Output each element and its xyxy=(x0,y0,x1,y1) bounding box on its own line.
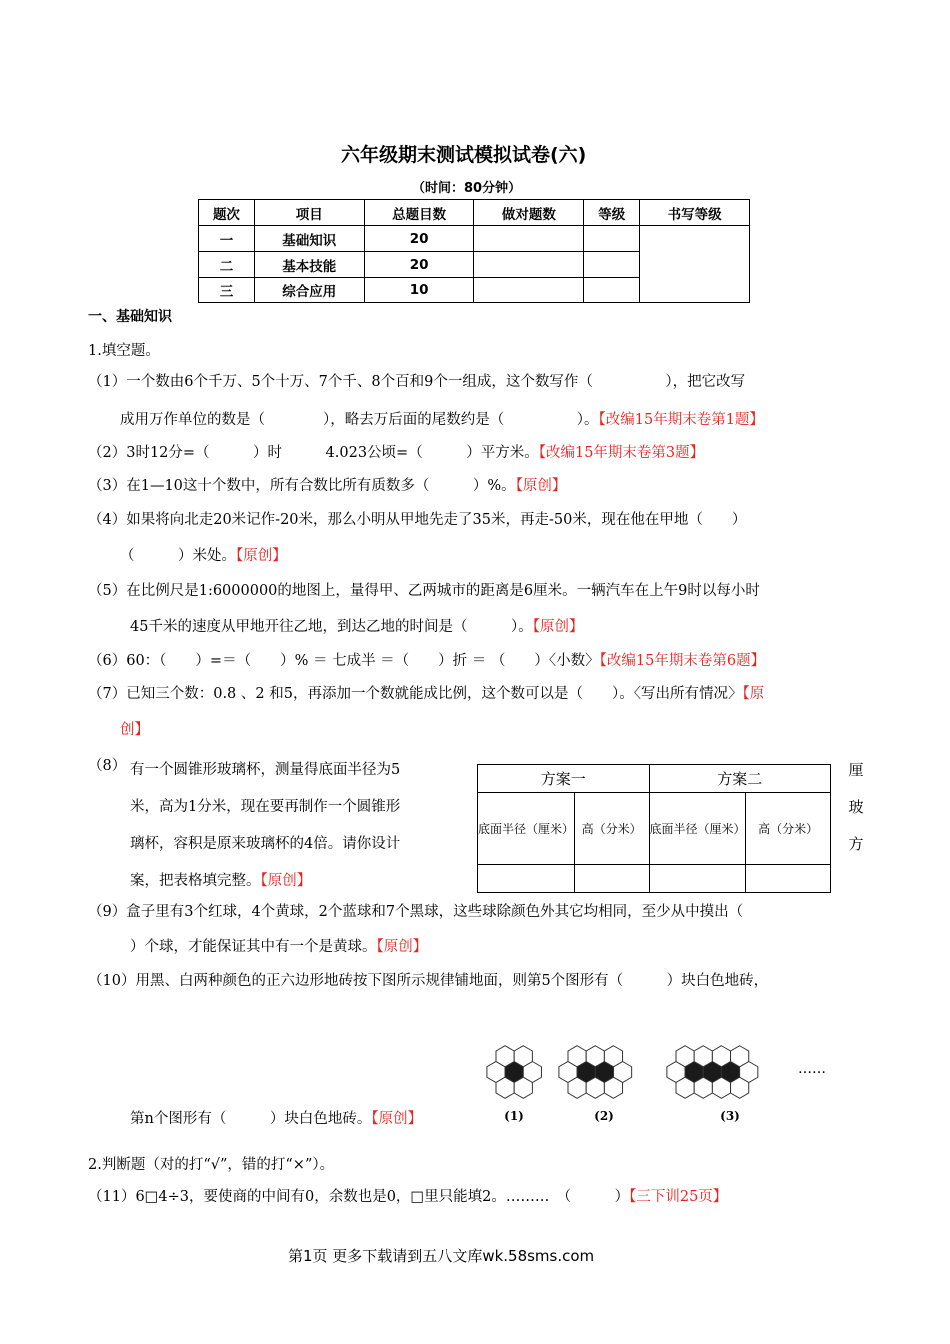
empty-cell xyxy=(474,252,584,278)
question-line xyxy=(130,863,446,900)
height-header: 高（分米） xyxy=(746,793,831,865)
question-text: （3）在1—10这十个数中，所有合数比所有质数多（ ）%。 xyxy=(88,478,516,494)
question-line: （4）如果将向北走20米记作-20米，那么小明从甲地先走了35米，再走-50米，现在他在甲地（ ） xyxy=(88,512,747,528)
answer-cell[interactable] xyxy=(478,865,575,893)
white-tile xyxy=(731,1046,749,1067)
question-line xyxy=(88,651,765,671)
cell: 20 xyxy=(364,252,474,278)
question-number: （8） xyxy=(88,758,127,774)
header-cell: 总题目数 xyxy=(364,200,474,226)
question-line xyxy=(130,617,583,637)
white-tile xyxy=(586,1077,604,1098)
white-tile xyxy=(676,1077,694,1098)
height-header: 高（分米） xyxy=(574,793,649,865)
figure-label: (3) xyxy=(720,1109,740,1123)
plan-header: 方案二 xyxy=(649,765,831,793)
white-tile xyxy=(694,1046,712,1067)
answer-cell[interactable] xyxy=(574,865,649,893)
score-table xyxy=(198,199,750,303)
plan-header: 方案一 xyxy=(478,765,650,793)
cell: 基本技能 xyxy=(254,252,364,278)
white-tile xyxy=(586,1046,604,1067)
source-tag: 【原创】 xyxy=(376,939,428,955)
time-note: （时间：80分钟） xyxy=(412,181,522,196)
question-line xyxy=(130,1109,422,1129)
question-line xyxy=(120,546,287,566)
question-line: （9）盒子里有3个红球，4个黄球，2个蓝球和7个黑球，这些球除颜色外其它均相同，至少从中摸出（ xyxy=(88,904,744,920)
question-line: 米，高为1分米，现在要再制作一个圆锥形 xyxy=(130,799,401,815)
white-tile xyxy=(731,1077,749,1098)
hexagon-figures xyxy=(480,1040,840,1125)
question-title: 2.判断题（对的打“√”，错的打“×”）。 xyxy=(88,1157,335,1173)
empty-cell xyxy=(474,226,584,252)
cell: 一 xyxy=(199,226,255,252)
white-tile xyxy=(514,1046,532,1067)
white-tile xyxy=(712,1077,730,1098)
question-text: （2）3时12分=（ ）时 4.023公顷=（ ）平方米。 xyxy=(88,445,539,461)
question-line: （5）在比例尺是1:6000000的地图上，量得甲、乙两城市的距离是6厘米。一辆汽车在上午9时以每小时 xyxy=(88,583,760,599)
source-tag: 【改编15年期末卷第1题】 xyxy=(598,412,764,428)
source-tag: 【原创】 xyxy=(371,1111,423,1127)
header-cell: 题次 xyxy=(199,200,255,226)
white-tile xyxy=(694,1077,712,1098)
white-tile xyxy=(604,1046,622,1067)
white-tile xyxy=(676,1046,694,1067)
empty-cell xyxy=(584,252,640,278)
white-tile xyxy=(496,1077,514,1098)
white-tile xyxy=(568,1077,586,1098)
question-line: （1）一个数由6个千万、5个十万、7个千、8个百和9个一组成，这个数写作（ ），把它改写 xyxy=(88,374,746,390)
question-line: （10）用黑、白两种颜色的正六边形地砖按下图所示规律铺地面，则第5个图形有（ ）块白色地砖， xyxy=(88,973,769,989)
cell: 20 xyxy=(364,226,474,252)
question-line xyxy=(88,1187,727,1207)
footer: 第1页 更多下载请到五八文库wk.58sms.com xyxy=(288,1247,595,1265)
overflow-chars xyxy=(846,752,866,863)
char: 方 xyxy=(848,835,864,853)
question-text: 第n个图形有（ ）块白色地砖。 xyxy=(130,1111,372,1127)
section-heading: 一、基础知识 xyxy=(88,309,172,325)
question-text: ）个球，才能保证其中有一个是黄球。 xyxy=(130,939,377,955)
white-tile xyxy=(568,1046,586,1067)
header-cell: 项目 xyxy=(254,200,364,226)
table-row xyxy=(199,226,750,252)
plan-table xyxy=(477,764,831,893)
cell: 综合应用 xyxy=(254,278,364,303)
question-title: 1.填空题。 xyxy=(88,343,160,359)
answer-cell[interactable] xyxy=(746,865,831,893)
question-text: （ ）米处。 xyxy=(120,548,236,564)
cell: 二 xyxy=(199,252,255,278)
source-tag: 【三下训25页】 xyxy=(629,1189,728,1205)
question-text: 成用万作单位的数是（ ），略去万后面的尾数约是（ ）。 xyxy=(120,412,599,428)
question-8-text xyxy=(130,752,446,900)
figure-label: (2) xyxy=(594,1109,614,1123)
header-cell: 等级 xyxy=(584,200,640,226)
white-tile xyxy=(604,1077,622,1098)
source-tag: 【改编15年期末卷第6题】 xyxy=(599,653,766,669)
source-tag: 【原创】 xyxy=(236,548,287,564)
source-tag: 创】 xyxy=(120,722,149,738)
char: 厘 xyxy=(848,761,864,779)
cell: 基础知识 xyxy=(254,226,364,252)
question-line xyxy=(88,476,566,496)
question-line xyxy=(88,443,704,463)
source-tag: 【原 xyxy=(742,686,765,702)
empty-cell xyxy=(584,278,640,303)
question-text: （7）已知三个数：0.8 、2 和5，再添加一个数就能成比例，这个数可以是（ ）。〈写出所有情况〉 xyxy=(88,686,743,702)
page-title: 六年级期末测试模拟试卷(六) xyxy=(341,144,587,166)
radius-header: 底面半径（厘米） xyxy=(649,793,746,865)
cell: 10 xyxy=(364,278,474,303)
writing-grade-cell xyxy=(640,226,750,303)
char: 玻 xyxy=(848,798,864,816)
question-line xyxy=(130,937,427,957)
cell: 三 xyxy=(199,278,255,303)
source-tag: 【原创】 xyxy=(260,873,312,889)
ellipsis: …… xyxy=(798,1061,826,1077)
question-line xyxy=(88,684,764,704)
figure-label: (1) xyxy=(504,1109,524,1123)
question-text: （11）6□4÷3，要使商的中间有0，余数也是0，□里只能填2。……… （ ） xyxy=(88,1189,630,1205)
radius-header: 底面半径（厘米） xyxy=(478,793,575,865)
header-cell: 做对题数 xyxy=(474,200,584,226)
header-cell: 书写等级 xyxy=(640,200,750,226)
white-tile xyxy=(514,1077,532,1098)
source-tag: 【原创】 xyxy=(515,478,567,494)
source-tag: 【改编15年期末卷第3题】 xyxy=(538,445,705,461)
question-text: 45千米的速度从甲地开往乙地，到达乙地的时间是（ ）。 xyxy=(130,619,533,635)
question-line: 璃杯，容积是原来玻璃杯的4倍。请你设计 xyxy=(130,836,401,852)
empty-cell xyxy=(584,226,640,252)
white-tile xyxy=(496,1046,514,1067)
white-tile xyxy=(712,1046,730,1067)
answer-cell[interactable] xyxy=(649,865,746,893)
question-line: 有一个圆锥形玻璃杯，测量得底面半径为5 xyxy=(130,762,401,778)
source-tag: 【原创】 xyxy=(532,619,584,635)
empty-cell xyxy=(474,278,584,303)
question-text: 案，把表格填完整。 xyxy=(130,873,261,889)
question-text: （6）60：（ ）=＝（ ）% ＝ 七成半 ＝（ ）折 ＝ （ ）〈小数〉 xyxy=(88,653,600,669)
question-line xyxy=(120,410,764,430)
